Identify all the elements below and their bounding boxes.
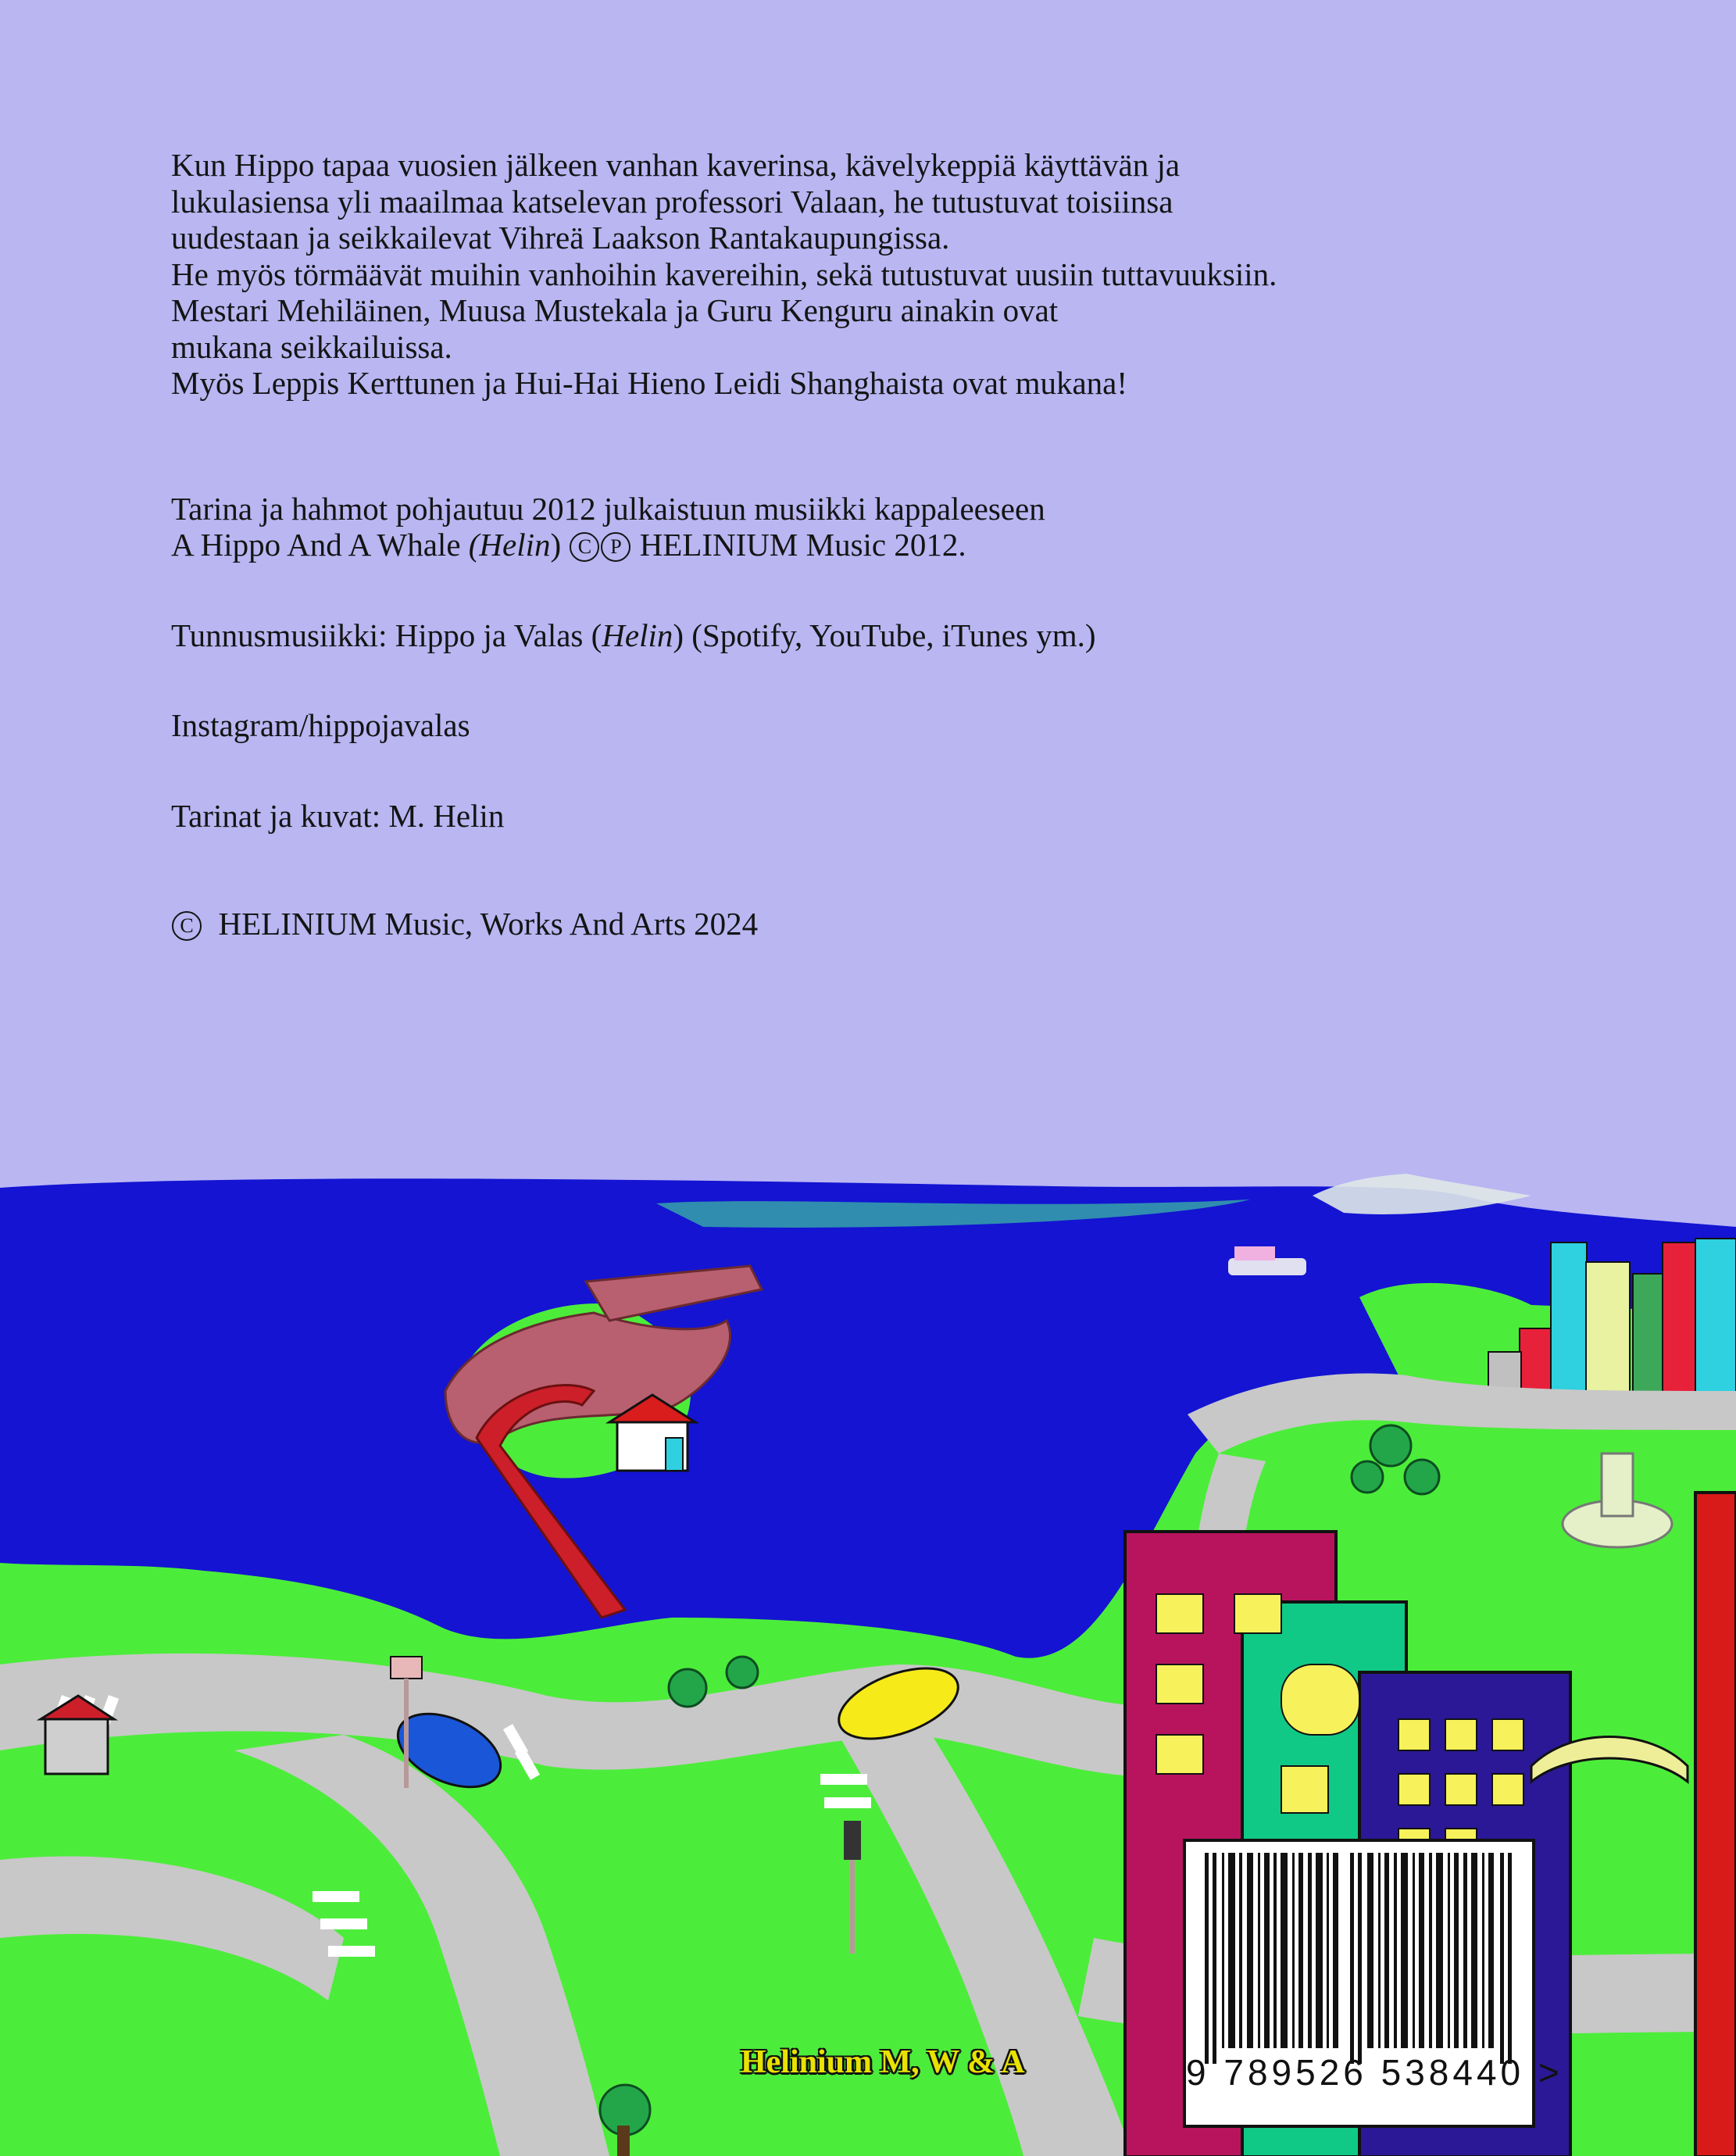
blurb-line: lukulasiensa yli maailmaa katselevan professori Valaan, he tutustuvat toisiinsa [171,183,1173,220]
origin-line-2: A Hippo And A Whale (Helin) C P HELINIUM Music 2012. [171,527,966,563]
blurb-line: Myös Leppis Kerttunen ja Hui-Hai Hieno Leidi Shanghaista ovat mukana! [171,365,1128,401]
blurb-line: uudestaan ja seikkailevat Vihreä Laakson Rantakaupungissa. [171,220,950,256]
phonogram-symbol-icon: P [601,532,630,562]
blurb-line: He myös törmäävät muihin vanhoihin kavereihin, sekä tutustuvat uusiin tuttavuuksiin. [171,256,1277,292]
blurb-line: mukana seikkailuissa. [171,328,452,365]
copyright-line: C HELINIUM Music, Works And Arts 2024 [171,906,1656,942]
origin-line-1: Tarina ja hahmot pohjautuu 2012 julkaistuun musiikki kappaleeseen [171,490,1045,527]
blurb-line: Mestari Mehiläinen, Muusa Mustekala ja Guru Kenguru ainakin ovat [171,292,1059,328]
back-cover-text [171,147,1656,942]
theme-music-line: Tunnusmusiikki: Hippo ja Valas (Helin) (Spotify, YouTube, iTunes ym.) [171,617,1096,653]
credits-line: Tarinat ja kuvat: M. Helin [171,797,505,834]
blurb-line: Kun Hippo tapaa vuosien jälkeen vanhan kaverinsa, kävelykeppiä käyttävän ja [171,147,1181,183]
copyright-symbol-icon: C [172,911,202,941]
instagram-handle: Instagram/hippojavalas [171,707,470,743]
isbn-number: 9 789526 538440 > [1186,2052,1563,2093]
publisher-mark: Helinium M, W & A [741,2044,1025,2080]
copyright-symbol-icon: C [570,532,599,562]
isbn-barcode [1183,1839,1563,2128]
